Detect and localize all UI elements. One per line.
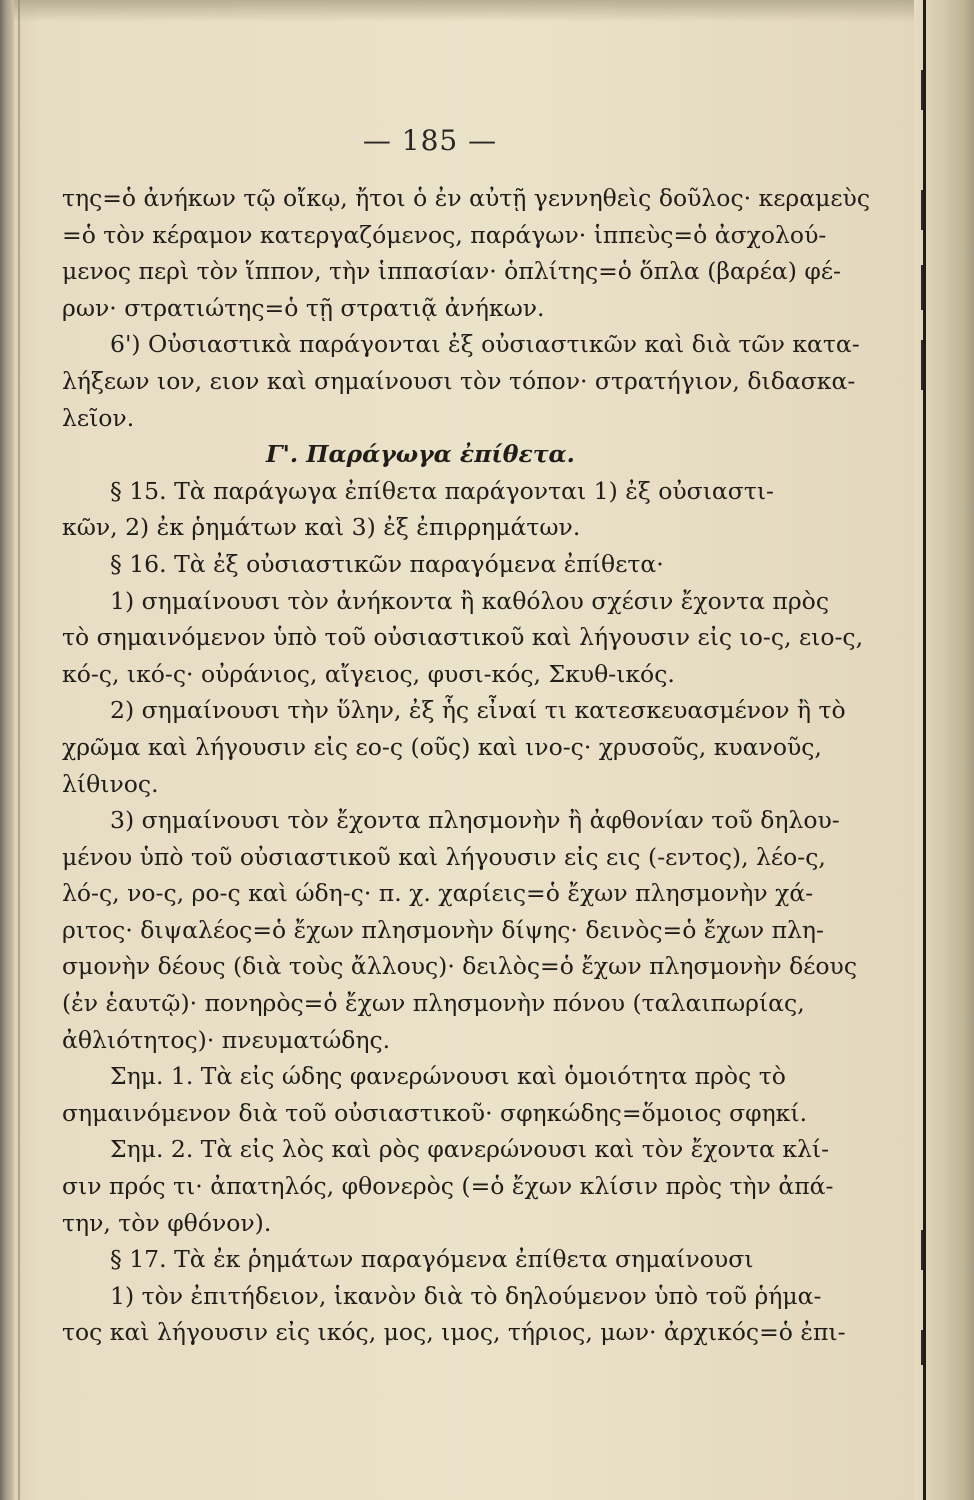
text-line: τος καὶ λήγουσιν εἰς ικός, μος, ιμος, τήριος, μων· ἀρχικός=ὁ ἐπι- bbox=[62, 1318, 846, 1347]
text-line: 1) σημαίνουσι τὸν ἀνήκοντα ἢ καθόλου σχέσιν ἔχοντα πρὸς bbox=[110, 586, 829, 615]
text-line: μένου ὑπὸ τοῦ οὐσιαστικοῦ καὶ λήγουσιν εἰς εις (-εντος), λέο-ς, bbox=[62, 842, 826, 871]
text-line: § 17. Τὰ ἐκ ῥημάτων παραγόμενα ἐπίθετα σημαίνουσι bbox=[110, 1245, 754, 1274]
text-line: =ὁ τὸν κέραμον κατεργαζόμενος, παράγων· ἱππεὺς=ὁ ἀσχολού- bbox=[62, 220, 827, 249]
text-line: 6') Οὐσιαστικὰ παράγονται ἐξ οὐσιαστικῶν καὶ διὰ τῶν κατα- bbox=[110, 330, 860, 359]
text-line: (ἐν ἑαυτῷ)· πονηρὸς=ὁ ἔχων πλησμονὴν πόνου (ταλαιπωρίας, bbox=[62, 989, 805, 1018]
top-shadow bbox=[0, 0, 974, 22]
body-text bbox=[62, 180, 870, 1351]
edge-mark bbox=[921, 265, 923, 310]
text-line: 1) τὸν ἐπιτήδειον, ἱκανὸν διὰ τὸ δηλούμενον ὑπὸ τοῦ ῥήμα- bbox=[110, 1281, 822, 1310]
text-line: μενος περὶ τὸν ἵππον, τὴν ἱππασίαν· ὁπλίτης=ὁ ὅπλα (βαρέα) φέ- bbox=[62, 257, 841, 286]
text-line: ρων· στρατιώτης=ὁ τῇ στρατιᾷ ἀνήκων. bbox=[62, 293, 545, 322]
text-line: § 15. Τὰ παράγωγα ἐπίθετα παράγονται 1) ἐξ οὐσιαστι- bbox=[110, 476, 775, 505]
text-line: λεῖον. bbox=[62, 403, 135, 432]
text-line: λίθινος. bbox=[62, 769, 159, 798]
text-line: 3) σημαίνουσι τὸν ἔχοντα πλησμονὴν ἢ ἀφθονίαν τοῦ δηλου- bbox=[110, 806, 840, 835]
text-line: Σημ. 1. Τὰ εἰς ώδης φανερώνουσι καὶ ὁμοιότητα πρὸς τὸ bbox=[110, 1062, 786, 1091]
text-line: σημαινόμενον διὰ τοῦ οὐσιαστικοῦ· σφηκώδης=ὅμοιος σφηκί. bbox=[62, 1098, 808, 1127]
gutter-line bbox=[18, 0, 20, 1500]
text-line: κῶν, 2) ἐκ ῥημάτων καὶ 3) ἐξ ἐπιρρημάτων. bbox=[62, 513, 581, 542]
section-heading: Γ'. Παράγωγα ἐπίθετα. bbox=[266, 440, 575, 469]
text-line: 2) σημαίνουσι τὴν ὕλην, ἐξ ἧς εἶναί τι κατεσκευασμένον ἢ τὸ bbox=[110, 696, 846, 725]
text-line: σιν πρός τι· ἀπατηλός, φθονερὸς (=ὁ ἔχων κλίσιν πρὸς τὴν ἀπά- bbox=[62, 1172, 834, 1201]
edge-mark bbox=[921, 190, 923, 230]
text-line: § 16. Τὰ ἐξ οὐσιαστικῶν παραγόμενα ἐπίθετα· bbox=[110, 549, 664, 578]
edge-mark bbox=[921, 70, 923, 110]
text-line: την, τὸν φθόνον). bbox=[62, 1208, 272, 1237]
edge-mark bbox=[921, 1330, 923, 1365]
text-line: ριτος· διψαλέος=ὁ ἔχων πλησμονὴν δίψης· δεινὸς=ὁ ἔχων πλη- bbox=[62, 915, 824, 944]
binding-edge-left bbox=[0, 0, 14, 1500]
text-line: τὸ σημαινόμενον ὑπὸ τοῦ οὐσιαστικοῦ καὶ λήγουσιν εἰς ιο-ς, ειο-ς, bbox=[62, 623, 864, 652]
edge-mark bbox=[921, 340, 923, 390]
edge-mark bbox=[921, 1230, 923, 1270]
text-line: σμονὴν δέους (διὰ τοὺς ἄλλους)· δειλὸς=ὁ ἔχων πλησμονὴν δέους bbox=[62, 952, 858, 981]
text-line: Σημ. 2. Τὰ εἰς λὸς καὶ ρὸς φανερώνουσι καὶ τὸν ἔχοντα κλί- bbox=[110, 1135, 830, 1164]
text-line: κό-ς, ικό-ς· οὐράνιος, αἴγειος, φυσι-κός, Σκυθ-ικός. bbox=[62, 659, 675, 688]
text-line: της=ὁ ἀνήκων τῷ οἴκῳ, ἤτοι ὁ ἐν αὐτῇ γεννηθεὶς δοῦλος· κεραμεὺς bbox=[62, 184, 870, 212]
page-edge-rule bbox=[923, 0, 926, 1500]
text-line: χρῶμα καὶ λήγουσιν εἰς εο-ς (οῦς) καὶ ινο-ς· χρυσοῦς, κυανοῦς, bbox=[62, 732, 822, 761]
text-line: λήξεων ιον, ειον καὶ σημαίνουσι τὸν τόπον· στρατήγιον, διδασκα- bbox=[62, 366, 856, 395]
text-line: λό-ς, νο-ς, ρο-ς καὶ ώδη-ς· π. χ. χαρίεις=ὁ ἔχων πλησμονὴν χά- bbox=[62, 879, 814, 908]
text-line: ἀθλιότητος)· πνευματώδης. bbox=[62, 1025, 391, 1054]
page-number: — 185 — bbox=[362, 124, 498, 157]
